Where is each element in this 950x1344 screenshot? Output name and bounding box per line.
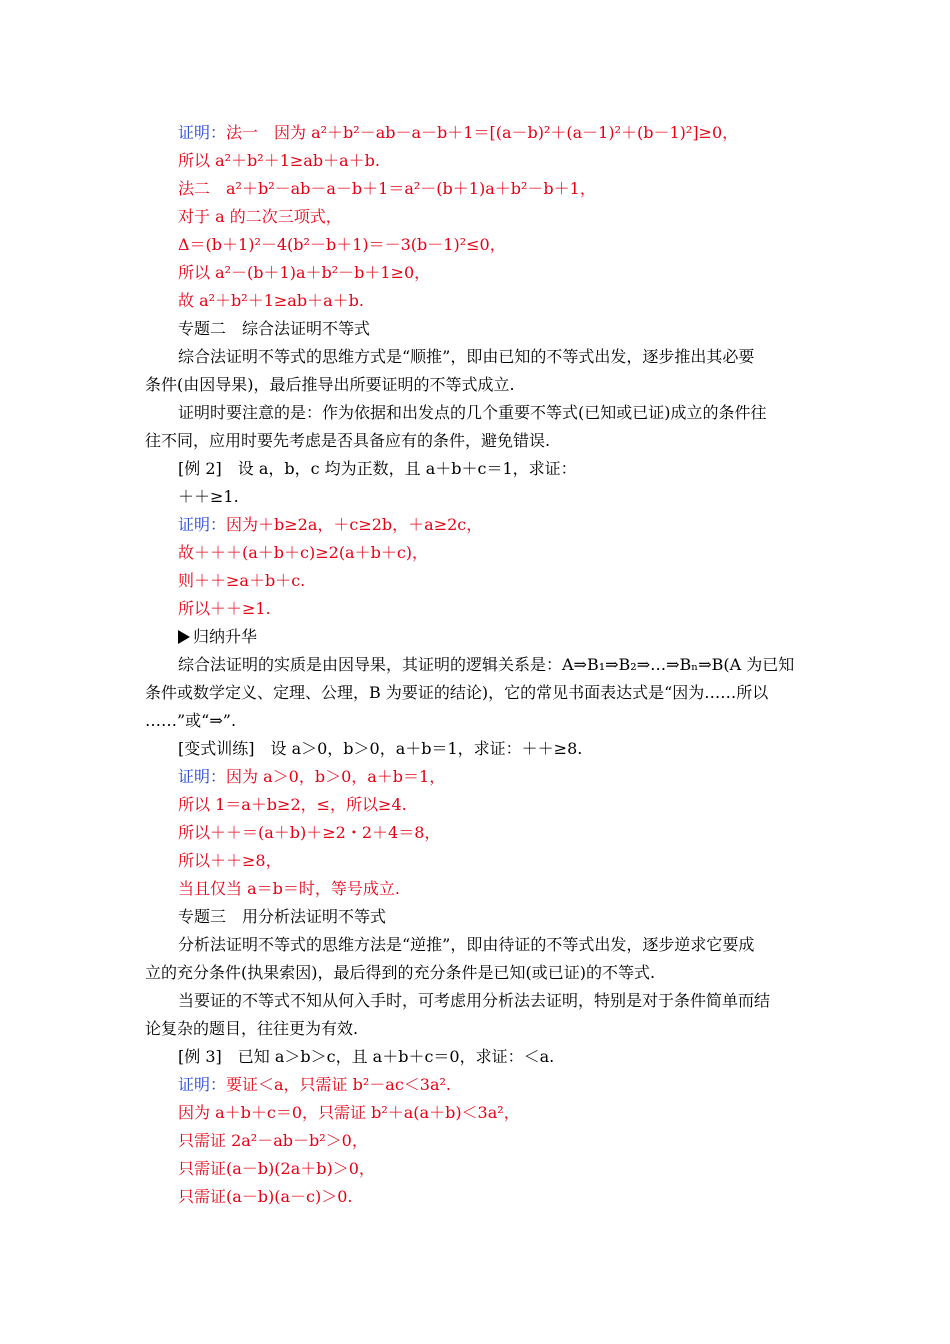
proof-line: 故＋＋＋(a＋b＋c)≥2(a＋b＋c)，	[178, 543, 429, 562]
proof-line: 所以＋＋≥8，	[178, 851, 282, 870]
proof-label: 证明：	[178, 767, 227, 786]
proof-line	[178, 1075, 451, 1095]
summary-heading-text: 归纳升华	[193, 627, 258, 646]
proof-line: 因为 a＋b＋c＝0，只需证 b²＋a(a＋b)＜3a²，	[178, 1103, 520, 1122]
paragraph-line: ……”或“⇒”.	[145, 711, 237, 730]
proof-line: 所以 a²－(b＋1)a＋b²－b＋1≥0，	[178, 263, 431, 282]
proof-line: 对于 a 的二次三项式，	[178, 207, 342, 226]
proof-line: 则＋＋≥a＋b＋c.	[178, 571, 306, 590]
proof-line: 所以 1＝a＋b≥2，≤，所以≥4.	[178, 795, 407, 814]
proof-line: 故 a²＋b²＋1≥ab＋a＋b.	[178, 291, 364, 310]
exercise-statement: [变式训练] 设 a＞0，b＞0，a＋b＝1，求证：＋＋≥8.	[178, 739, 583, 758]
proof-line: 所以＋＋≥1.	[178, 599, 271, 618]
paragraph-line: 条件或数学定义、定理、公理，B 为要证的结论)，它的常见书面表达式是“因为……所以	[145, 683, 769, 702]
summary-heading	[178, 627, 257, 647]
proof-text: 法一 因为 a²＋b²－ab－a－b＋1＝[(a－b)²＋(a－1)²＋(b－1)²]≥0，	[226, 123, 739, 142]
proof-label: 证明：	[178, 1075, 227, 1094]
proof-line: 只需证 2a²－ab－b²＞0，	[178, 1131, 368, 1150]
example-statement: ＋＋≥1.	[178, 487, 239, 506]
paragraph-line: 当要证的不等式不知从何入手时，可考虑用分析法去证明，特别是对于条件简单而结	[178, 991, 771, 1010]
proof-line	[178, 767, 445, 787]
section-heading: 专题二 综合法证明不等式	[178, 319, 371, 338]
proof-line: Δ＝(b＋1)²－4(b²－b＋1)＝－3(b－1)²≤0，	[178, 235, 506, 254]
proof-line	[178, 515, 482, 535]
proof-text: 要证＜a，只需证 b²－ac＜3a².	[226, 1075, 452, 1094]
proof-label: 证明：	[178, 123, 227, 142]
proof-line: 所以 a²＋b²＋1≥ab＋a＋b.	[178, 151, 380, 170]
example-statement: [例 3] 已知 a＞b＞c，且 a＋b＋c＝0，求证：＜a.	[178, 1047, 555, 1066]
proof-text: 因为 a＞0，b＞0，a＋b＝1，	[226, 767, 446, 786]
paragraph-line: 往不同，应用时要先考虑是否具备应有的条件，避免错误.	[145, 431, 551, 450]
section-heading: 专题三 用分析法证明不等式	[178, 907, 387, 926]
proof-line: 所以＋＋＝(a＋b)＋≥2・2＋4＝8，	[178, 823, 441, 842]
proof-label: 证明：	[178, 515, 227, 534]
paragraph-line: 综合法证明不等式的思维方式是“顺推”，即由已知的不等式出发，逐步推出其必要	[178, 347, 755, 366]
proof-line: 当且仅当 a＝b＝时，等号成立.	[178, 879, 400, 898]
proof-text: 因为＋b≥2a，＋c≥2b，＋a≥2c，	[226, 515, 483, 534]
paragraph-line: 分析法证明不等式的思维方法是“逆推”，即由待证的不等式出发，逐步逆求它要成	[178, 935, 755, 954]
paragraph-line: 综合法证明的实质是由因导果，其证明的逻辑关系是：A⇒B₁⇒B₂⇒…⇒Bₙ⇒B(A 为已知	[178, 655, 795, 674]
triangle-bullet-icon	[178, 630, 190, 644]
proof-line: 法二 a²＋b²－ab－a－b＋1＝a²－(b＋1)a＋b²－b＋1，	[178, 179, 596, 198]
example-statement: [例 2] 设 a，b，c 均为正数，且 a＋b＋c＝1，求证：	[178, 459, 577, 478]
paragraph-line: 立的充分条件(执果索因)，最后得到的充分条件是已知(或已证)的不等式.	[145, 963, 656, 982]
paragraph-line: 条件(由因导果)，最后推导出所要证明的不等式成立.	[145, 375, 515, 394]
paragraph-line: 论复杂的题目，往往更为有效.	[145, 1019, 359, 1038]
proof-line: 只需证(a－b)(a－c)＞0.	[178, 1187, 353, 1206]
proof-line	[178, 123, 738, 143]
proof-line: 只需证(a－b)(2a＋b)＞0，	[178, 1159, 375, 1178]
paragraph-line: 证明时要注意的是：作为依据和出发点的几个重要不等式(已知或已证)成立的条件往	[178, 403, 767, 422]
